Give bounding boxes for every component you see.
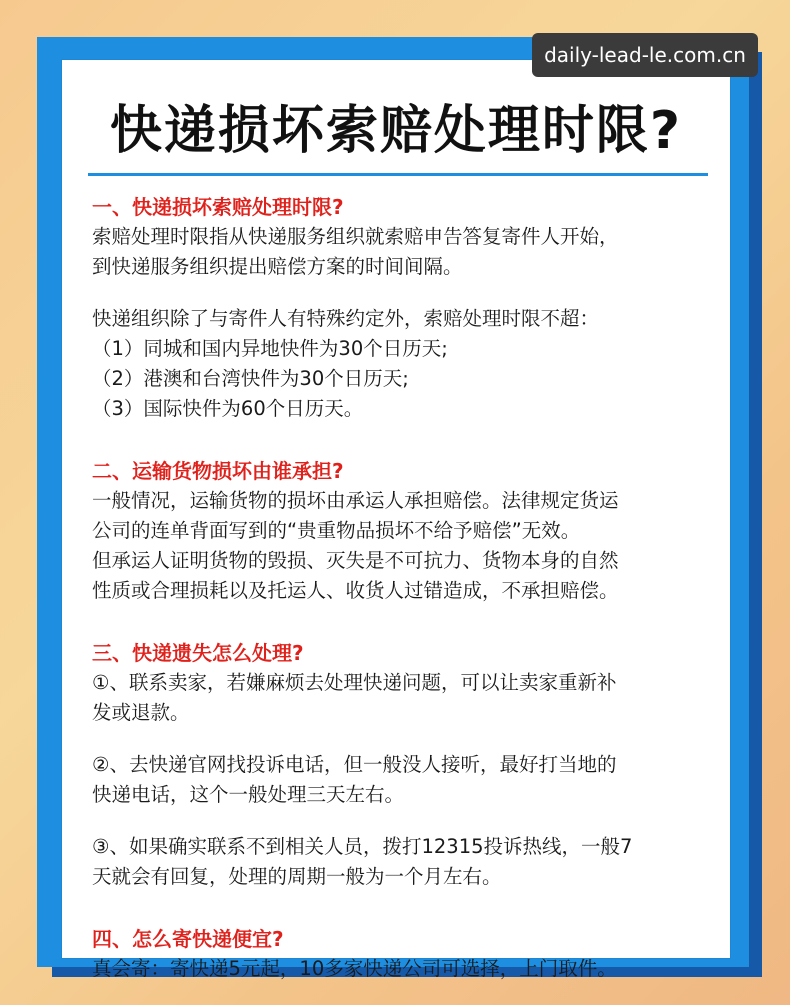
paragraph-line: 索赔处理时限指从快递服务组织就索赔申告答复寄件人开始， xyxy=(92,225,619,248)
paragraph-line: 公司的连单背面写到的“贵重物品损坏不给予赔偿”无效。 xyxy=(92,519,581,542)
section-heading: 一、快递损坏索赔处理时限? xyxy=(92,195,344,219)
article-body xyxy=(92,192,702,984)
section-heading: 三、快递遗失怎么处理? xyxy=(92,641,304,665)
list-item: （1）同城和国内异地快件为30个日历天; xyxy=(92,337,448,360)
paragraph-line: ①、联系卖家，若嫌麻烦去处理快递问题，可以让卖家重新补 xyxy=(92,671,617,694)
paragraph-line: 但承运人证明货物的毁损、灭失是不可抗力、货物本身的自然 xyxy=(92,549,619,572)
list-item: （3）国际快件为60个日历天。 xyxy=(92,397,364,420)
paragraph-line: 发或退款。 xyxy=(92,701,190,724)
paragraph-line: ③、如果确实联系不到相关人员，拨打12315投诉热线，一般7 xyxy=(92,835,633,858)
paragraph-line: 天就会有回复，处理的周期一般为一个月左右。 xyxy=(92,865,502,888)
paragraph-line: 快递电话，这个一般处理三天左右。 xyxy=(92,783,405,806)
paragraph-line: ②、去快递官网找投诉电话，但一般没人接听，最好打当地的 xyxy=(92,753,617,776)
page-title: 快递损坏索赔处理时限? xyxy=(109,101,683,161)
section-heading: 二、运输货物损坏由谁承担? xyxy=(92,459,344,483)
paragraph-line: 快递组织除了与寄件人有特殊约定外，索赔处理时限不超： xyxy=(92,307,600,330)
list-item: （2）港澳和台湾快件为30个日历天; xyxy=(92,367,409,390)
section-heading: 四、怎么寄快递便宜? xyxy=(92,927,284,951)
watermark-badge: daily-lead-le.com.cn xyxy=(532,33,758,77)
title-divider xyxy=(88,173,708,176)
paragraph-line: 性质或合理损耗以及托运人、收货人过错造成，不承担赔偿。 xyxy=(92,579,619,602)
paragraph-line: 真会寄：寄快递5元起，10多家快递公司可选择，上门取件。 xyxy=(92,957,617,980)
paragraph-line: 一般情况，运输货物的损坏由承运人承担赔偿。法律规定货运 xyxy=(92,489,619,512)
paragraph-line: 到快递服务组织提出赔偿方案的时间间隔。 xyxy=(92,255,463,278)
